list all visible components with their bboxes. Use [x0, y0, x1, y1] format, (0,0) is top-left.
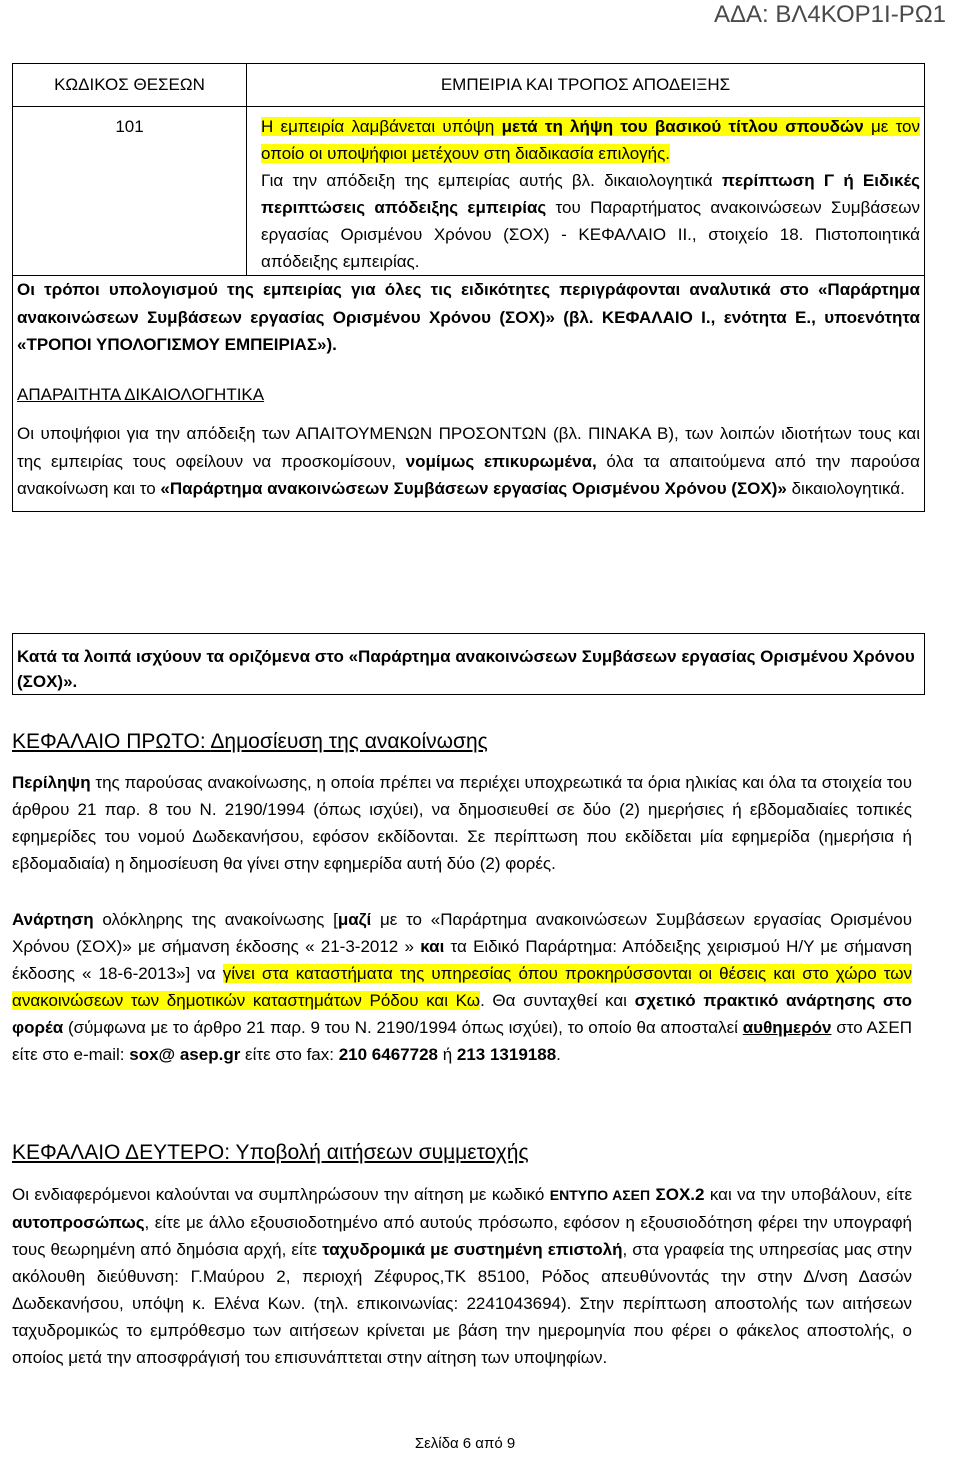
- ada-code: ΑΔΑ: ΒΛ4ΚΟΡ1Ι-ΡΩ1: [713, 1, 946, 28]
- summary-paragraph: Περίληψη της παρούσας ανακοίνωσης, η οποία πρέπει να περιέχει υποχρεωτικά τα όρια ηλικίας και όλα τα στοιχεία του άρθρου 21 παρ. 8 του Ν. 2190/1994 (όπως ισχύει), να δημοσιευθεί σε δύο (2) ημερήσιες ή εβδομαδιαίες τοπικές εφημερίδες του νομού Δωδεκανήσου, εφόσον εκδίδονται. Σε περίπτωση που εκδίδεται μία εφημερίδα (ημερήσια ή εβδομαδιαία) η δημοσίευση θα γίνει στην εφημερίδα αυτή δύο (2) φορές.: [12, 773, 912, 873]
- posting-paragraph: Ανάρτηση ολόκληρης της ανακοίνωσης [μαζί με το «Παράρτημα ανακοινώσεων Συμβάσεων εργασίας Ορισμένου Χρόνου (ΣΟΧ)» με σήμανση έκδοσης « 21-3-2012 » και τα Ειδικό Παράρτημα: Απόδειξης χειρισμού Η/Υ με σήμανση έκδοσης « 18-6-2013»] να γίνει στα καταστήματα της υπηρεσίας όπου προκηρύσσονται οι θέσεις και στο χώρο των ανακοινώσεων των δημοτικών καταστημάτων Ρόδου και Κω. Θα συνταχθεί και σχετικό πρακτικό ανάρτησης στο φορέα (σύμφωνα με το άρθρο 21 παρ. 9 του Ν. 2190/1994 όπως ισχύει), το οποίο θα αποσταλεί αυθημερόν στο ΑΣΕΠ είτε στο e-mail: sox@ asep.gr είτε στο fax: 210 6467728 ή 213 1319188.: [12, 910, 912, 1064]
- experience-cell: [247, 107, 925, 276]
- page-number: Σελίδα 6 από 9: [414, 1435, 516, 1452]
- calc-methods-text: Οι τρόποι υπολογισμού της εμπειρίας για όλες τις ειδικότητες περιγράφονται αναλυτικά στο «Παράρτημα ανακοινώσεων Συμβάσεων εργασίας Ορισμένου Χρόνου (ΣΟΧ)» (βλ. ΚΕΦΑΛΑΙΟ Ι., ενότητα Ε., υποενότητα «ΤΡΟΠΟΙ ΥΠΟΛΟΓΙΣΜΟΥ ΕΜΠΕΙΡΙΑΣ»).: [17, 280, 920, 354]
- col-header-code: ΚΩΔΙΚΟΣ ΘΕΣΕΩΝ: [13, 64, 247, 107]
- chapter-2-title: ΚΕΦΑΛΑΙΟ ΔΕΥΤΕΡΟ: Υποβολή αιτήσεων συμμετοχής: [12, 1141, 529, 1164]
- experience-para-2: Για την απόδειξη της εμπειρίας αυτής βλ. δικαιολογητικά περίπτωση Γ ή Ειδικές περιπτώσεις απόδειξης εμπειρίας του Παραρτήματος ανακοινώσεων Συμβάσεων εργασίας Ορισμένου Χρόνου (ΣΟΧ) - ΚΕΦΑΛΑΙΟ ΙΙ., στοιχείο 18. Πιστοποιητικά απόδειξης εμπειρίας.: [261, 171, 921, 271]
- required-docs-text: Οι υποψήφιοι για την απόδειξη των ΑΠΑΙΤΟΥΜΕΝΩΝ ΠΡΟΣΟΝΤΩΝ (βλ. ΠΙΝΑΚΑ Β), των λοιπών ιδιοτήτων τους και της εμπειρίας τους οφείλουν να προσκομίσουν, νομίμως επικυρωμένα, όλα τα απαιτούμενα από την παρούσα ανακοίνωση και το «Παράρτημα ανακοινώσεων Συμβάσεων εργασίας Ορισμένου Χρόνου (ΣΟΧ)» δικαιολογητικά.: [17, 424, 920, 498]
- experience-para-1: Η εμπειρία λαμβάνεται υπόψη μετά τη λήψη του βασικού τίτλου σπουδών με τον οποίο οι υποψήφιοι μετέχουν στη διαδικασία επιλογής.: [261, 117, 921, 163]
- submission-paragraph: Οι ενδιαφερόμενοι καλούνται να συμπληρώσουν την αίτηση με κωδικό ΕΝΤΥΠΟ ΑΣΕΠ ΣΟΧ.2 και να την υποβάλουν, είτε αυτοπροσώπως, είτε με άλλο εξουσιοδοτημένο από αυτούς πρόσωπο, εφόσον η εξουσιοδότηση φέρει την υπογραφή τους θεωρημένη από δημόσια αρχή, είτε ταχυδρομικά με συστημένη επιστολή, στα γραφεία της υπηρεσίας μας στην ακόλουθη διεύθυνση: Γ.Μαύρου 2, περιοχή Ζέφυρος,ΤΚ 85100, Ρόδος απευθύνοντάς την στην Δ/νση Δασών Δωδεκανήσου, υπόψη κ. Ελένα Κων. (τηλ. επικοινωνίας: 2241043694). Στην περίπτωση αποστολής των αιτήσεων ταχυδρομικώς το εμπρόθεσμο των αιτήσεων κρίνεται με βάση την ημερομηνία που φέρει ο φάκελος αποστολής, ο οποίος μετά την αποσφράγισή του επισυνάπτεται στην αίτηση των υποψηφίων.: [12, 1185, 913, 1367]
- position-code: 101: [13, 107, 247, 276]
- required-docs-title: ΑΠΑΡΑΙΤΗΤΑ ΔΙΚΑΙΟΛΟΓΗΤΙΚΑ: [17, 384, 265, 404]
- col-header-experience: ΕΜΠΕΙΡΙΑ ΚΑΙ ΤΡΟΠΟΣ ΑΠΟΔΕΙΞΗΣ: [247, 64, 925, 107]
- experience-table: [12, 63, 925, 512]
- other-terms-box: Κατά τα λοιπά ισχύουν τα οριζόμενα στο «Παράρτημα ανακοινώσεων Συμβάσεων εργασίας Ορισμένου Χρόνου (ΣΟΧ)».: [12, 633, 925, 695]
- chapter-1-title: ΚΕΦΑΛΑΙΟ ΠΡΩΤΟ: Δημοσίευση της ανακοίνωσης: [12, 730, 488, 753]
- experience-notes-cell: [13, 276, 925, 512]
